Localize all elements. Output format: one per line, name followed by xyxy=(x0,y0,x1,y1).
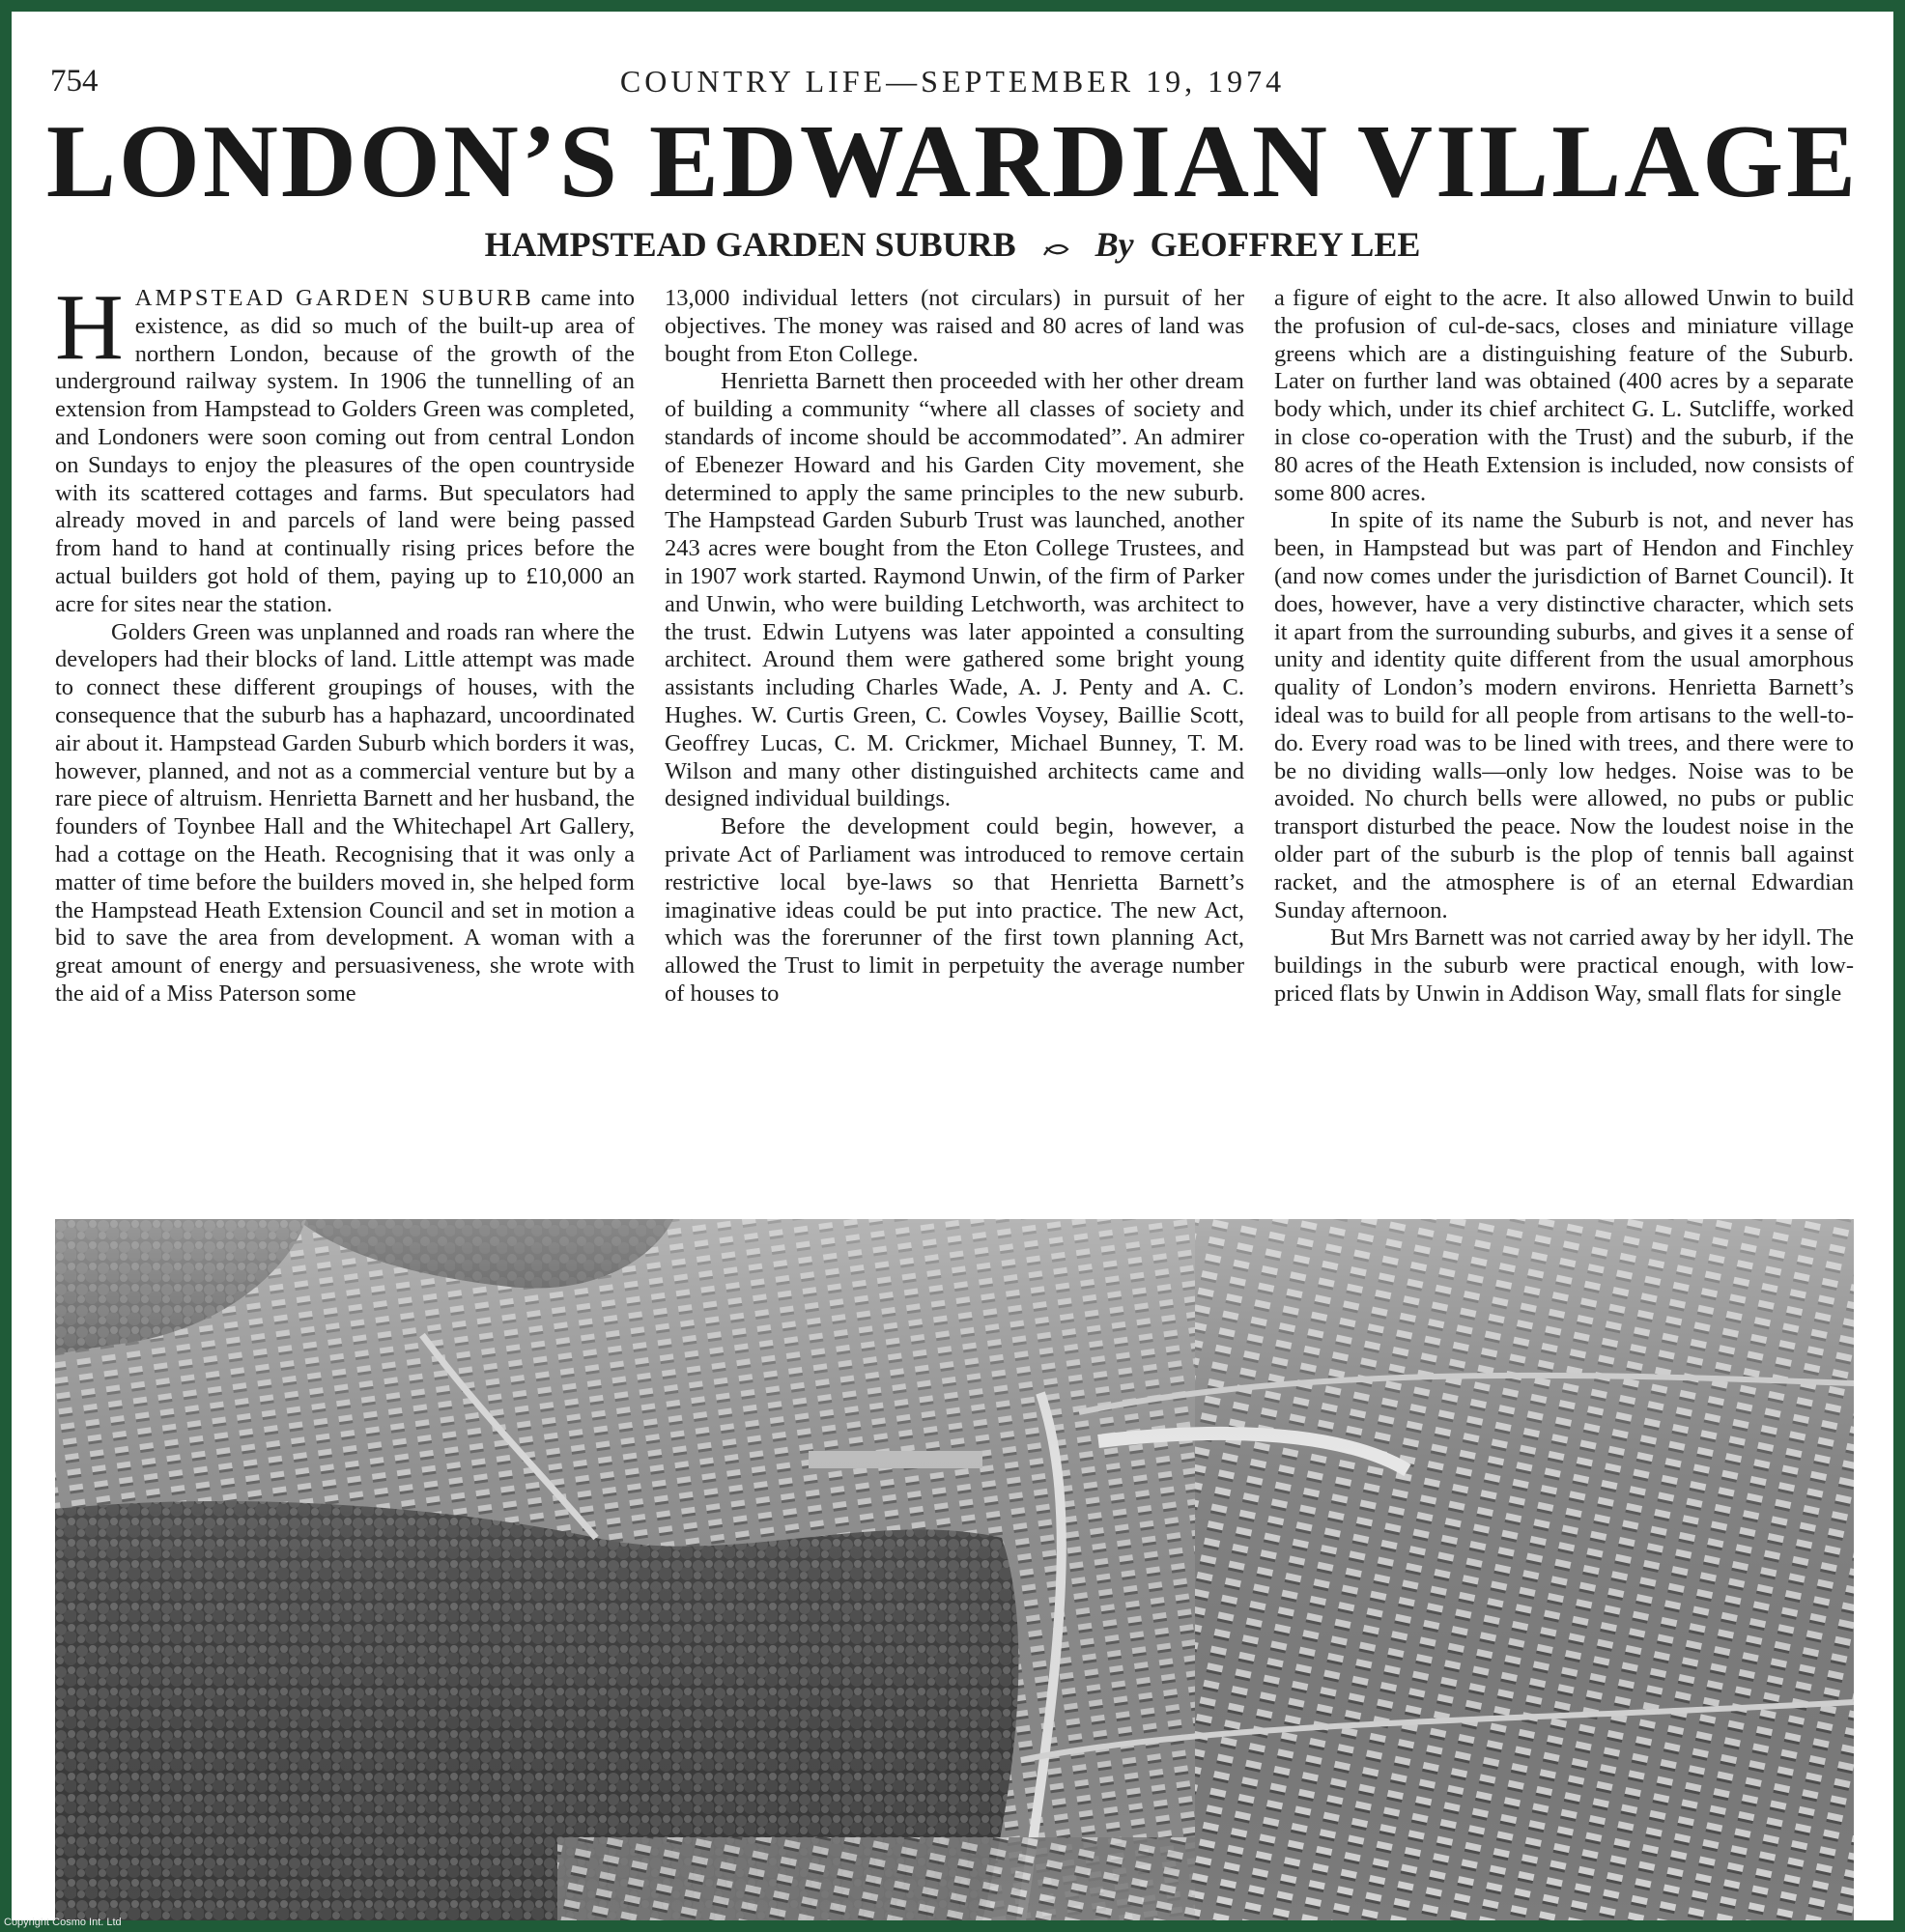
paragraph: Henrietta Barnett then proceeded with her other dream of building a community “where all classes of society and standards of income should be accommodated”. An admirer of Ebenezer Howard and his Garden City movement, she determined to apply the same principles to the new suburb. The Hampstead Garden Suburb Trust was launched, another 243 acres were bought from the Eton College Trustees, and in 1907 work started. Raymond Unwin, of the firm of Parker and Unwin, who were building Letchworth, was architect to the trust. Edwin Lutyens was later appointed a consulting architect. Around them were gathered some bright young assistants including Charles Wade, A. J. Penty and A. C. Hughes. W. Curtis Green, C. Cowles Voysey, Baillie Scott, Geoffrey Lucas, C. M. Crickmer, Michael Bunney, T. M. Wilson and many other distinguished architects came and designed individual buildings. xyxy=(665,368,1244,812)
article-subtitle: HAMPSTEAD GARDEN SUBURB xyxy=(484,225,1016,264)
paragraph: a figure of eight to the acre. It also allowed Unwin to build the profusion of cul-de-sacs, closes and miniature village greens which are a distinguishing feature of the Suburb. Later on further land was obtained (400 acres by a separate body which, under its chief architect G. L. Sutcliffe, worked in close co-operation with the Trust) and the suburb, if the 80 acres of the Heath Extension is included, now consists of some 800 acres. xyxy=(1274,285,1854,506)
page-number: 754 xyxy=(50,64,99,99)
opening-words: AMPSTEAD GARDEN SUBURB xyxy=(134,285,534,311)
text-column-3 xyxy=(1274,285,1854,1212)
article-author: GEOFFREY LEE xyxy=(1150,225,1421,264)
text-column-2 xyxy=(665,285,1244,1212)
text-column-1 xyxy=(55,285,635,1212)
byline-prefix: By xyxy=(1095,225,1134,264)
paragraph: Golders Green was unplanned and roads ran where the developers had their blocks of land. Little attempt was made to connect these different groupings of houses, with the consequence that the suburb has a haphazard, uncoordinated air about it. Hampstead Garden Suburb which borders it was, however, planned, and not as a commercial venture but by a rare piece of altruism. Henrietta Barnett and her husband, the founders of Toynbee Hall and the Whitechapel Art Gallery, had a cottage on the Heath. Recognising that it was only a matter of time before the builders moved in, she helped form the Hampstead Heath Extension Council and set in motion a bid to save the area from development. A woman with a great amount of energy and persuasiveness, she wrote with the aid of a Miss Paterson some xyxy=(55,618,635,1007)
paragraph: Before the development could begin, however, a private Act of Parliament was introduced to remove certain restrictive local bye-laws so that Henrietta Barnett’s imaginative ideas could be put into practice. The new Act, which was the forerunner of the first town planning Act, allowed the Trust to limit in perpetuity the average number of houses to xyxy=(665,813,1244,1007)
ornament-icon xyxy=(1042,233,1078,263)
paragraph: 13,000 individual letters (not circulars) in pursuit of her objectives. The money was raised and 80 acres of land was bought from Eton College. xyxy=(665,285,1244,367)
paragraph-text: came into existence, as did so much of the built-up area of northern London, because of the growth of the underground railway system. In 1906 the tunnelling of an extension from Hampstead to Golders Green was completed, and Londoners were soon coming out from central London on Sundays to enjoy the pleasures of the open countryside with its scattered cottages and farms. But speculators had already moved in and parcels of land were being passed from hand to hand at continually rising prices before the actual builders got hold of them, paying up to £10,000 an acre for sites near the station. xyxy=(55,285,635,617)
magazine-page xyxy=(12,12,1893,1920)
paragraph: In spite of its name the Suburb is not, and never has been, in Hampstead but was part of Hendon and Finchley (and now comes under the jurisdiction of Barnet Council). It does, however, have a very distinctive character, which sets it apart from the surrounding suburbs, and gives it a sense of unity and identity quite different from the usual amorphous quality of London’s modern environs. Henrietta Barnett’s ideal was to build for all people from artisans to the well-to-do. Every road was to be lined with trees, and there were to be no dividing walls—only low hedges. Noise was to be avoided. No church bells were allowed, no pubs or public transport disturbed the peace. Now the loudest noise in the older part of the suburb is the plop of tennis ball against racket, and the atmosphere is of an eternal Edwardian Sunday afternoon. xyxy=(1274,507,1854,923)
paragraph xyxy=(55,285,635,619)
aerial-photo xyxy=(55,1219,1854,1920)
article-subhead xyxy=(12,224,1893,265)
paragraph: But Mrs Barnett was not carried away by her idyll. The buildings in the suburb were practical enough, with low-priced flats by Unwin in Addison Way, small flats for single xyxy=(1274,924,1854,1007)
running-head: COUNTRY LIFE—SEPTEMBER 19, 1974 xyxy=(619,64,1286,99)
article-title: LONDON’S EDWARDIAN VILLAGE xyxy=(45,104,1860,219)
copyright-notice: Copyright Cosmo Int. Ltd xyxy=(4,1917,122,1928)
drop-cap: H xyxy=(55,285,124,380)
